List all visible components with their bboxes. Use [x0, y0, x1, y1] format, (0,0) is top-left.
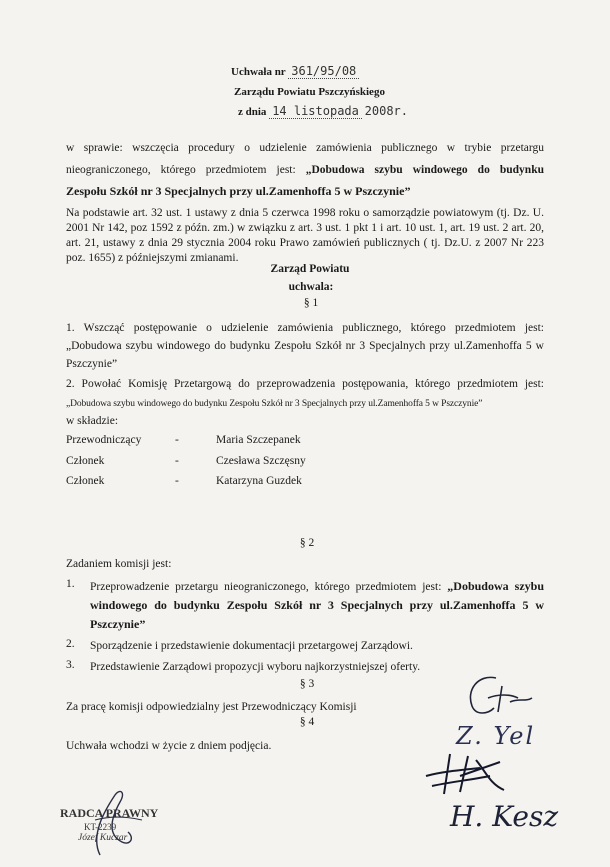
resolution-date-line	[238, 104, 408, 119]
s2-item-3-number: 3.	[66, 659, 75, 671]
section-2-heading: § 2	[299, 537, 315, 549]
member-dash: -	[175, 434, 179, 446]
member-role: Członek	[66, 475, 105, 487]
legal-basis-line-2: 2001 Nr 142, poz 1592 z późn. zm.) w związku z art. 3 ust. 1 pkt 1 i art. 10 ust. 1, art. 19 ust. 2 art. 20,	[66, 222, 544, 234]
s2-intro: Zadaniem komisji jest:	[66, 558, 172, 570]
resolves-verb: uchwala:	[288, 281, 334, 293]
resolution-number-line	[231, 64, 359, 79]
s1-p2-line-2: „Dobudowa szybu windowego do budynku Zespołu Szkół nr 3 Specjalnych przy ul.Zamenhoffa 5 w Pszczynie”	[66, 399, 483, 409]
member-dash: -	[175, 455, 179, 467]
section-3-heading: § 3	[299, 678, 315, 690]
legal-basis-line-1: Na podstawie art. 32 ust. 1 ustawy z dnia 5 czerwca 1998 roku o samorządzie powiatowym (tj. Dz. U.	[66, 207, 544, 219]
date-label: z dnia	[238, 106, 267, 118]
stamp-name: Józef Kuczar	[78, 833, 128, 843]
s1-p2-line-3: w składzie:	[66, 415, 119, 427]
date-day-month: 14 listopada	[269, 104, 362, 119]
resolution-number: 361/95/08	[288, 64, 359, 79]
member-dash: -	[175, 475, 179, 487]
signature-4: H. Kesz	[450, 800, 559, 833]
member-role: Przewodniczący	[66, 434, 142, 446]
date-year: 2008r.	[364, 104, 408, 118]
section-4-heading: § 4	[299, 716, 315, 728]
signature-1	[458, 668, 538, 724]
s1-p2-line-1: 2. Powołać Komisję Przetargową do przeprowadzenia postępowania, którego przedmiotem jest:	[66, 378, 544, 390]
s2-item-3: Przedstawienie Zarządowi propozycji wyboru najkorzystniejszej oferty.	[90, 661, 421, 673]
resolving-board: Zarząd Powiatu	[270, 263, 350, 275]
stamp-signature-scribble	[80, 780, 150, 860]
stamp-title: RADCA PRAWNY	[60, 806, 159, 820]
s3-text: Za pracę komisji odpowiedzialny jest Przewodniczący Komisji	[66, 701, 357, 713]
stamp-number: KT-2239	[84, 822, 117, 832]
signature-3	[420, 746, 510, 798]
member-name: Katarzyna Guzdek	[216, 475, 302, 487]
s1-p1-line-1: 1. Wszcząć postępowanie o udzielenie zamówienia publicznego, którego przedmiotem jest:	[66, 322, 544, 334]
s2-item-1-line-2: windowego do budynku Zespołu Szkół nr 3 Specjalnych przy ul.Zamenhoffa 5 w	[90, 598, 544, 612]
s2-item-2-number: 2.	[66, 638, 75, 650]
s1-p1-line-3: Pszczynie”	[66, 358, 118, 370]
s2-item-1-line-3: Pszczynie”	[90, 617, 146, 631]
member-role: Członek	[66, 455, 105, 467]
signature-2: Z. Yel	[456, 722, 536, 750]
resolution-label: Uchwała nr	[231, 66, 286, 78]
s2-item-1-line-1: Przeprowadzenie przetargu nieograniczonego, którego przedmiotem jest: „Dobudowa szybu	[90, 579, 544, 593]
subject-line-2: nieograniczonego, którego przedmiotem jest: „Dobudowa szybu windowego do budynku	[66, 164, 544, 176]
subject-line-3: Zespołu Szkół nr 3 Specjalnych przy ul.Zamenhoffa 5 w Pszczynie”	[66, 184, 411, 198]
issuing-board: Zarządu Powiatu Pszczyńskiego	[234, 86, 385, 98]
section-1-heading: § 1	[303, 297, 319, 309]
s4-text: Uchwała wchodzi w życie z dniem podjęcia.	[66, 740, 272, 752]
legal-basis-line-3: art. 21, ustawy z dnia 29 stycznia 2004 roku Prawo zamówień publicznych ( tj. Dz.U. z 2007 Nr 223	[66, 237, 544, 249]
s1-p1-line-2: „Dobudowa szybu windowego do budynku Zespołu Szkół nr 3 Specjalnych przy ul.Zamenhoffa 5 w	[66, 340, 544, 352]
legal-basis-line-4: poz. 1655) z późniejszymi zmianami.	[66, 252, 239, 264]
member-name: Czesława Szczęsny	[216, 455, 306, 467]
s2-item-2: Sporządzenie i przedstawienie dokumentacji przetargowej Zarządowi.	[90, 640, 413, 652]
subject-line-1: w sprawie: wszczęcia procedury o udzielenie zamówienia publicznego w trybie przetargu	[66, 142, 544, 154]
s2-item-1-number: 1.	[66, 578, 75, 590]
member-name: Maria Szczepanek	[216, 434, 301, 446]
